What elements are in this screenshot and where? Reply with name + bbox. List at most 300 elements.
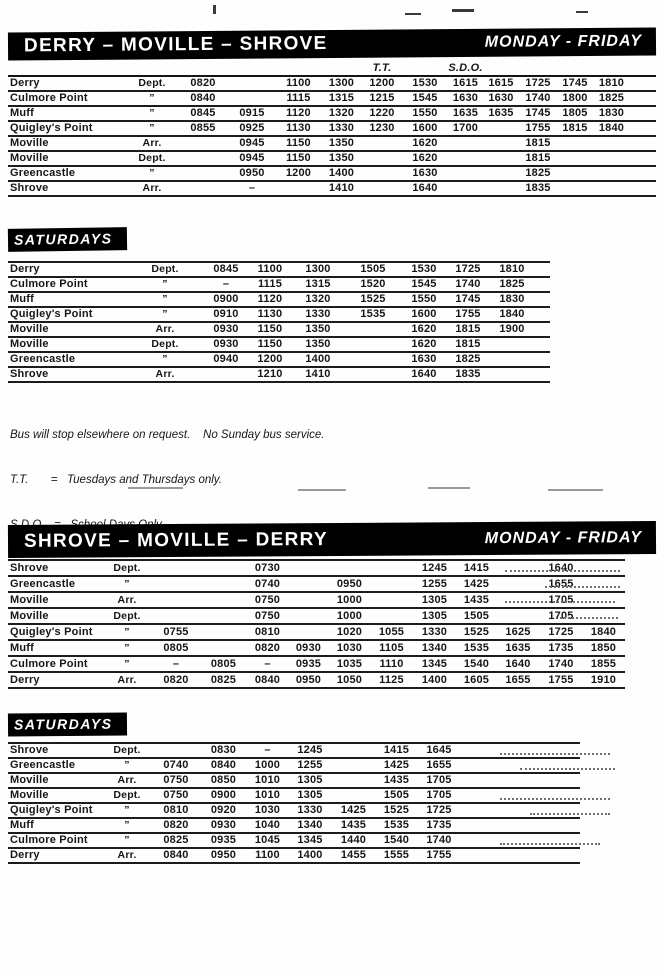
time-cell: 0915 — [228, 106, 276, 121]
time-cell: 1340 — [289, 818, 331, 833]
column-note-cell — [519, 62, 557, 76]
table-row — [8, 803, 580, 818]
time-cell — [557, 151, 593, 166]
time-cell: 1825 — [446, 352, 490, 367]
time-cell: 1150 — [248, 322, 292, 337]
filler-cell — [461, 758, 580, 773]
footnote-tt: T.T. = Tuesdays and Thursdays only. — [10, 474, 222, 486]
time-cell — [178, 181, 228, 196]
place-cell: Moville — [8, 592, 103, 608]
time-cell: 0820 — [178, 76, 228, 91]
stop-type-cell: ” — [126, 106, 178, 121]
time-cell: 1330 — [289, 803, 331, 818]
time-cell — [496, 608, 540, 624]
time-cell: 1635 — [483, 106, 519, 121]
time-cell: 1740 — [540, 656, 582, 672]
time-cell — [483, 166, 519, 181]
time-cell — [331, 758, 376, 773]
time-cell: 1100 — [248, 262, 292, 277]
table-row — [8, 576, 625, 592]
time-cell: 1620 — [402, 337, 446, 352]
filler-cell — [461, 818, 580, 833]
time-cell: 1040 — [246, 818, 289, 833]
time-cell — [557, 166, 593, 181]
time-cell — [151, 743, 201, 758]
filler-cell — [461, 773, 580, 788]
place-cell: Quigley's Point — [8, 624, 103, 640]
weekday-timetable-shrove-derry — [8, 559, 625, 689]
time-cell: 1125 — [371, 672, 412, 688]
scan-artifact — [128, 487, 183, 489]
table-row — [8, 592, 625, 608]
time-cell: 1655 — [417, 758, 461, 773]
filler-cell — [630, 62, 656, 76]
scan-artifact — [530, 813, 610, 815]
column-note-cell — [593, 62, 630, 76]
column-note-cell: S.D.O. — [448, 62, 483, 74]
time-cell: 1425 — [331, 803, 376, 818]
time-cell: 1315 — [292, 277, 344, 292]
time-cell — [201, 560, 246, 576]
time-cell — [490, 352, 534, 367]
time-cell: 0820 — [246, 640, 289, 656]
table-row — [8, 337, 550, 352]
time-cell: 1245 — [412, 560, 457, 576]
time-cell: 1810 — [490, 262, 534, 277]
time-cell: 0920 — [201, 803, 246, 818]
time-cell: 0855 — [178, 121, 228, 136]
time-cell — [178, 166, 228, 181]
time-cell: 0950 — [228, 166, 276, 181]
time-cell: 1330 — [412, 624, 457, 640]
time-cell: 1130 — [276, 121, 321, 136]
time-cell: 1755 — [417, 848, 461, 863]
time-cell: 1550 — [402, 106, 448, 121]
place-cell: Culmore Point — [8, 277, 126, 292]
time-cell: 1320 — [292, 292, 344, 307]
time-cell — [178, 136, 228, 151]
time-cell — [151, 576, 201, 592]
time-cell: 1150 — [276, 136, 321, 151]
place-cell: Culmore Point — [8, 656, 103, 672]
table-row — [8, 640, 625, 656]
time-cell: 1545 — [402, 91, 448, 106]
place-cell: Greencastle — [8, 352, 126, 367]
time-cell — [496, 560, 540, 576]
scan-artifact — [560, 617, 618, 619]
filler-cell — [630, 181, 656, 196]
saturdays-label: SATURDAYS — [13, 230, 113, 248]
place-cell: Shrove — [8, 560, 103, 576]
time-cell: 0840 — [151, 848, 201, 863]
time-cell: – — [228, 181, 276, 196]
time-cell — [496, 592, 540, 608]
column-note-cell — [483, 62, 519, 76]
time-cell: 1635 — [448, 106, 483, 121]
time-cell: 1640 — [402, 367, 446, 382]
scan-artifact — [500, 798, 610, 800]
table-row — [8, 307, 550, 322]
filler-cell — [461, 788, 580, 803]
place-cell: Derry — [8, 262, 126, 277]
table-row — [8, 106, 656, 121]
route-title: SHROVE – MOVILLE – DERRY — [23, 528, 328, 552]
time-cell — [448, 151, 483, 166]
saturdays-badge — [8, 227, 127, 252]
time-cell — [331, 773, 376, 788]
time-cell: 1520 — [344, 277, 402, 292]
time-cell: 1320 — [321, 106, 362, 121]
time-cell: 1825 — [593, 91, 630, 106]
time-cell: 1555 — [376, 848, 417, 863]
time-cell — [151, 608, 201, 624]
time-cell: 0950 — [289, 672, 328, 688]
time-cell: 1740 — [446, 277, 490, 292]
time-cell: 1020 — [328, 624, 371, 640]
time-cell: 1755 — [446, 307, 490, 322]
time-cell: 1810 — [593, 76, 630, 91]
time-cell: 1655 — [496, 672, 540, 688]
table-row — [8, 277, 550, 292]
stop-type-cell: Dept. — [103, 560, 151, 576]
time-cell: 1000 — [328, 592, 371, 608]
time-cell: 1305 — [412, 592, 457, 608]
label-cell — [126, 62, 178, 76]
filler-cell — [534, 367, 550, 382]
time-cell: 1100 — [246, 848, 289, 863]
time-cell — [371, 592, 412, 608]
service-days-label: MONDAY - FRIDAY — [484, 528, 643, 547]
time-cell: 1725 — [540, 624, 582, 640]
place-cell: Quigley's Point — [8, 121, 126, 136]
time-cell: 1525 — [376, 803, 417, 818]
time-cell — [344, 352, 402, 367]
time-cell: 1350 — [321, 151, 362, 166]
time-cell: 1850 — [582, 640, 625, 656]
table-row — [8, 560, 625, 576]
place-cell: Culmore Point — [8, 833, 103, 848]
place-cell: Shrove — [8, 743, 103, 758]
time-cell — [448, 136, 483, 151]
time-cell: 1120 — [276, 106, 321, 121]
column-note-cell — [276, 62, 321, 76]
time-cell: 0750 — [151, 773, 201, 788]
time-cell: 1435 — [457, 592, 496, 608]
scan-artifact — [213, 5, 216, 14]
time-cell: 1000 — [328, 608, 371, 624]
time-cell — [490, 367, 534, 382]
route-banner-derry-shrove — [8, 27, 656, 60]
time-cell: 0840 — [178, 91, 228, 106]
time-cell: 1215 — [362, 91, 402, 106]
time-cell: 1435 — [331, 818, 376, 833]
time-cell — [371, 576, 412, 592]
time-cell: 0830 — [201, 743, 246, 758]
time-cell: 1835 — [519, 181, 557, 196]
time-cell: 1725 — [519, 76, 557, 91]
scan-artifact — [505, 570, 620, 572]
time-cell: 1630 — [402, 166, 448, 181]
time-cell — [344, 337, 402, 352]
time-cell: 0825 — [151, 833, 201, 848]
stop-type-cell: ” — [126, 166, 178, 181]
filler-cell — [630, 121, 656, 136]
table-row — [8, 136, 656, 151]
time-cell: 0935 — [289, 656, 328, 672]
filler-cell — [461, 743, 580, 758]
time-cell — [448, 181, 483, 196]
stop-type-cell: ” — [103, 576, 151, 592]
time-cell: 1755 — [519, 121, 557, 136]
table-row — [8, 624, 625, 640]
time-cell — [201, 608, 246, 624]
time-cell — [448, 166, 483, 181]
saturdays-badge — [8, 712, 127, 736]
time-cell: 1530 — [402, 76, 448, 91]
time-cell: 0840 — [246, 672, 289, 688]
time-cell: 1655 — [540, 576, 582, 592]
time-cell: 0845 — [178, 106, 228, 121]
time-cell: 1705 — [540, 608, 582, 624]
time-cell: 1640 — [540, 560, 582, 576]
table-row — [8, 262, 550, 277]
scan-artifact — [576, 11, 588, 13]
table-row — [8, 758, 580, 773]
time-cell: 1735 — [540, 640, 582, 656]
time-cell: 1705 — [417, 788, 461, 803]
time-cell — [483, 136, 519, 151]
filler-cell — [630, 106, 656, 121]
time-cell: 1505 — [376, 788, 417, 803]
time-cell: 1150 — [248, 337, 292, 352]
table-row — [8, 292, 550, 307]
stop-type-cell: ” — [126, 307, 204, 322]
route-title: DERRY – MOVILLE – SHROVE — [23, 33, 328, 57]
scan-artifact — [405, 13, 421, 15]
table-row — [8, 773, 580, 788]
scan-artifact — [500, 843, 600, 845]
stop-type-cell: ” — [126, 292, 204, 307]
place-cell: Moville — [8, 337, 126, 352]
time-cell: 0750 — [246, 592, 289, 608]
time-cell: 1620 — [402, 322, 446, 337]
time-cell: – — [151, 656, 201, 672]
filler-cell — [630, 151, 656, 166]
time-cell: 0910 — [204, 307, 248, 322]
time-cell: 1745 — [519, 106, 557, 121]
time-cell: 1740 — [519, 91, 557, 106]
time-cell: 1410 — [321, 181, 362, 196]
time-cell: 1615 — [483, 76, 519, 91]
filler-cell — [630, 76, 656, 91]
column-note-cell — [402, 62, 448, 76]
place-cell — [8, 62, 126, 76]
stop-type-cell: ” — [103, 803, 151, 818]
time-cell: 0900 — [201, 788, 246, 803]
time-cell — [228, 76, 276, 91]
time-cell: – — [246, 743, 289, 758]
filler-cell — [534, 307, 550, 322]
scan-artifact — [545, 586, 620, 588]
time-cell: 1255 — [289, 758, 331, 773]
time-cell: 0805 — [201, 656, 246, 672]
time-cell: 1815 — [519, 136, 557, 151]
time-cell: 1305 — [412, 608, 457, 624]
scan-artifact — [500, 753, 610, 755]
time-cell — [582, 592, 625, 608]
time-cell: 1330 — [321, 121, 362, 136]
table-row — [8, 848, 580, 863]
time-cell: 1640 — [496, 656, 540, 672]
time-cell: 1030 — [246, 803, 289, 818]
time-cell — [362, 166, 402, 181]
time-cell: 1415 — [376, 743, 417, 758]
time-cell: 0925 — [228, 121, 276, 136]
stop-type-cell: Arr. — [126, 181, 178, 196]
column-note-cell — [228, 62, 276, 76]
table-row — [8, 367, 550, 382]
time-cell: 1305 — [289, 788, 331, 803]
column-note-cell — [321, 62, 362, 76]
time-cell: 1505 — [457, 608, 496, 624]
time-cell — [178, 151, 228, 166]
filler-cell — [534, 352, 550, 367]
time-cell: 1535 — [457, 640, 496, 656]
time-cell — [483, 151, 519, 166]
time-cell: 0750 — [246, 608, 289, 624]
time-cell: 1035 — [328, 656, 371, 672]
stop-type-cell: ” — [103, 818, 151, 833]
place-cell: Moville — [8, 136, 126, 151]
time-cell: 0820 — [151, 672, 201, 688]
place-cell: Muff — [8, 106, 126, 121]
saturday-timetable-derry-shrove — [8, 261, 550, 383]
time-cell: 1330 — [292, 307, 344, 322]
place-cell: Greencastle — [8, 576, 103, 592]
table-row — [8, 672, 625, 688]
time-cell: 0810 — [246, 624, 289, 640]
stop-type-cell: Dept. — [126, 151, 178, 166]
table-row — [8, 818, 580, 833]
stop-type-cell: Arr. — [103, 672, 151, 688]
stop-type-cell: Arr. — [103, 848, 151, 863]
time-cell: 1010 — [246, 773, 289, 788]
time-cell — [151, 560, 201, 576]
stop-type-cell: Dept. — [126, 76, 178, 91]
route-banner-shrove-derry — [8, 521, 656, 558]
time-cell: 0950 — [328, 576, 371, 592]
time-cell — [331, 743, 376, 758]
time-cell: 0945 — [228, 136, 276, 151]
time-cell: 1815 — [519, 151, 557, 166]
time-cell: 1630 — [448, 91, 483, 106]
time-cell: 1100 — [276, 76, 321, 91]
time-cell: 1110 — [371, 656, 412, 672]
column-note-cell — [557, 62, 593, 76]
place-cell: Moville — [8, 773, 103, 788]
time-cell: 0845 — [204, 262, 248, 277]
time-cell: 1740 — [417, 833, 461, 848]
time-cell: 1705 — [417, 773, 461, 788]
time-cell — [483, 181, 519, 196]
time-cell — [201, 592, 246, 608]
time-cell: 1700 — [448, 121, 483, 136]
time-cell — [371, 560, 412, 576]
table-row — [8, 76, 656, 91]
table-row — [8, 743, 580, 758]
time-cell: 1525 — [344, 292, 402, 307]
time-cell: 1455 — [331, 848, 376, 863]
place-cell: Quigley's Point — [8, 803, 103, 818]
time-cell: 1345 — [289, 833, 331, 848]
filler-cell — [534, 262, 550, 277]
stop-type-cell: Dept. — [103, 608, 151, 624]
scan-artifact — [428, 487, 470, 489]
time-cell — [362, 181, 402, 196]
time-cell: 1055 — [371, 624, 412, 640]
stop-type-cell: ” — [103, 640, 151, 656]
time-cell: 1540 — [457, 656, 496, 672]
time-cell: 1340 — [412, 640, 457, 656]
time-cell: 1815 — [557, 121, 593, 136]
time-cell: 0740 — [246, 576, 289, 592]
stop-type-cell: Arr. — [103, 592, 151, 608]
time-cell: 1815 — [446, 322, 490, 337]
column-note-cell: T.T. — [362, 62, 402, 76]
time-cell: 1400 — [412, 672, 457, 688]
time-cell: 1645 — [417, 743, 461, 758]
time-cell: 1210 — [248, 367, 292, 382]
filler-cell — [534, 277, 550, 292]
time-cell: 1010 — [246, 788, 289, 803]
scan-artifact — [505, 601, 615, 603]
stop-type-cell: Dept. — [126, 337, 204, 352]
time-cell: 1105 — [371, 640, 412, 656]
table-row — [8, 352, 550, 367]
time-cell: 1830 — [593, 106, 630, 121]
time-cell: 0740 — [151, 758, 201, 773]
time-cell: 1900 — [490, 322, 534, 337]
time-cell — [557, 136, 593, 151]
time-cell: 1635 — [496, 640, 540, 656]
time-cell: 1400 — [289, 848, 331, 863]
time-cell: 1840 — [593, 121, 630, 136]
time-cell: 1345 — [412, 656, 457, 672]
filler-cell — [630, 166, 656, 181]
stop-type-cell: Arr. — [126, 136, 178, 151]
weekday-timetable-derry-shrove — [8, 62, 656, 197]
place-cell: Greencastle — [8, 758, 103, 773]
time-cell — [289, 576, 328, 592]
time-cell: 1725 — [446, 262, 490, 277]
scan-artifact — [520, 768, 615, 770]
time-cell — [362, 151, 402, 166]
place-cell: Quigley's Point — [8, 307, 126, 322]
stop-type-cell: ” — [103, 833, 151, 848]
time-cell: 1545 — [402, 277, 446, 292]
time-cell: 1200 — [362, 76, 402, 91]
time-cell: 1805 — [557, 106, 593, 121]
time-cell: – — [204, 277, 248, 292]
stop-type-cell: Dept. — [126, 262, 204, 277]
filler-cell — [630, 136, 656, 151]
time-cell: 1220 — [362, 106, 402, 121]
time-cell: 0930 — [201, 818, 246, 833]
time-cell: 0950 — [201, 848, 246, 863]
place-cell: Derry — [8, 848, 103, 863]
time-cell: 1840 — [490, 307, 534, 322]
time-cell: 1305 — [289, 773, 331, 788]
